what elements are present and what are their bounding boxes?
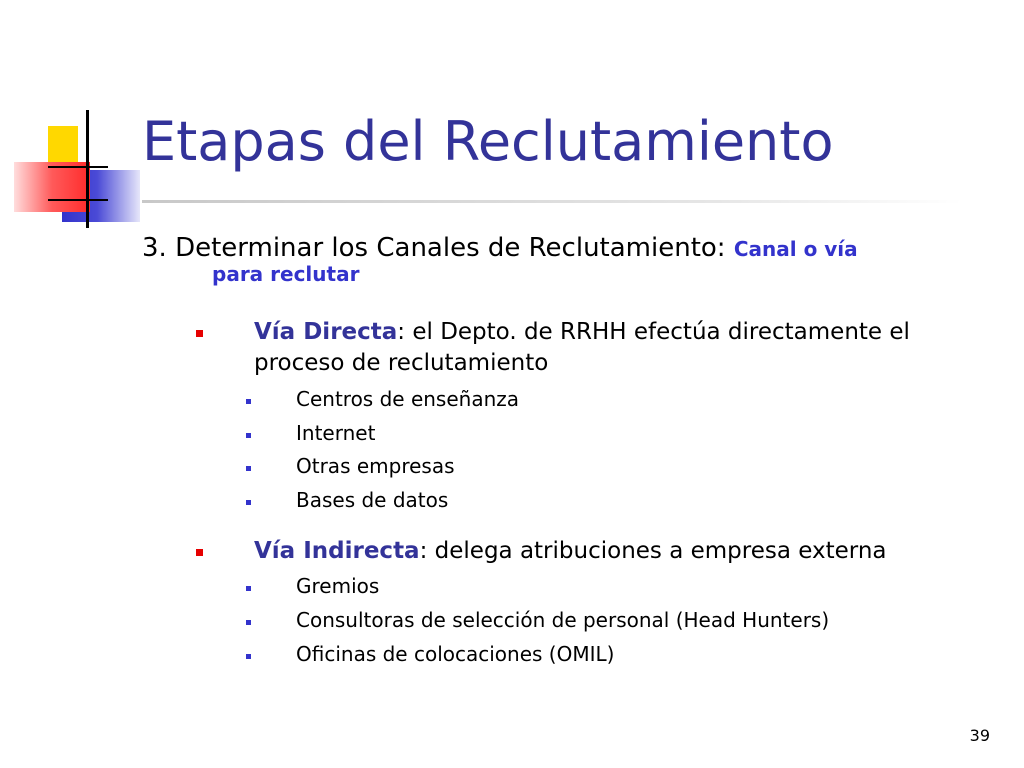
- blue-bullet-icon: [246, 620, 251, 625]
- red-bullet-icon: [196, 330, 203, 337]
- section-text: [254, 317, 986, 379]
- subtitle: [142, 232, 982, 287]
- blue-bullet-icon: [246, 433, 251, 438]
- list-item: [246, 573, 946, 599]
- page-number: 39: [969, 726, 990, 745]
- subtitle-accent-line2: para reclutar: [212, 262, 360, 286]
- red-bullet-icon: [196, 549, 203, 556]
- slide-title: Etapas del Reclutamiento: [142, 110, 834, 173]
- subtitle-text: 3. Determinar los Canales de Reclutamiento:: [142, 233, 734, 263]
- list-item-label: Centros de enseñanza: [296, 387, 520, 411]
- blue-bullet-icon: [246, 654, 251, 659]
- horizontal-line-top: [48, 166, 108, 168]
- blue-bullet-icon: [246, 500, 251, 505]
- list-item-label: Bases de datos: [296, 488, 449, 512]
- list-item-label: Internet: [296, 421, 376, 445]
- list-item-label: Otras empresas: [296, 454, 455, 478]
- section-term: Vía Directa: [254, 319, 398, 345]
- list-item-label: Consultoras de selección de personal (Head Hunters): [296, 608, 830, 632]
- blue-bullet-icon: [246, 399, 251, 404]
- list-item: [246, 607, 946, 633]
- section-via-directa: [196, 317, 986, 379]
- list-item-label: Gremios: [296, 574, 380, 598]
- subtitle-accent-line1: Canal o vía: [733, 237, 858, 261]
- section-via-indirecta: [196, 536, 986, 567]
- yellow-square: [48, 126, 78, 164]
- decorative-logo: [0, 0, 150, 240]
- list-item: [246, 420, 946, 446]
- title-underline: [142, 200, 962, 203]
- red-square: [14, 162, 90, 212]
- list-item: [246, 641, 946, 667]
- section-description: : delega atribuciones a empresa externa: [419, 538, 887, 564]
- list-item-label: Oficinas de colocaciones (OMIL): [296, 642, 615, 666]
- blue-bullet-icon: [246, 466, 251, 471]
- section-text: [254, 536, 986, 567]
- vertical-line: [86, 110, 89, 228]
- list-item: [246, 453, 946, 479]
- list-item: [246, 487, 946, 513]
- blue-bullet-icon: [246, 586, 251, 591]
- horizontal-line-bottom: [48, 199, 108, 201]
- list-item: [246, 386, 946, 412]
- section-description: : el Depto. de RRHH efectúa directamente el proceso de reclutamiento: [254, 319, 910, 376]
- section-term: Vía Indirecta: [254, 538, 420, 564]
